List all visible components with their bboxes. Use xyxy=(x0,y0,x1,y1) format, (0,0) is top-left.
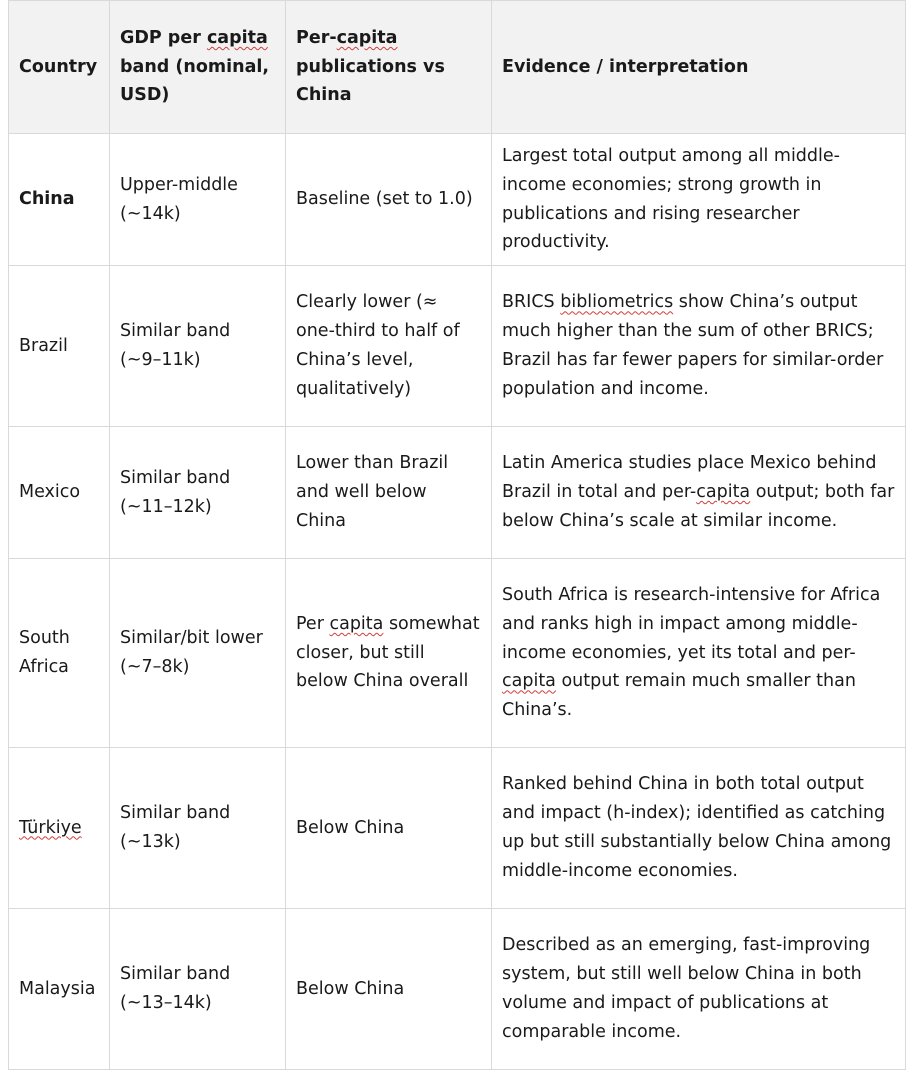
header-evidence: Evidence / interpretation xyxy=(492,1,906,134)
cell-country xyxy=(9,748,110,909)
cell-gdp-band: Similar band (~11–12k) xyxy=(110,427,286,559)
spellcheck-word: capita xyxy=(502,671,556,692)
cell-evidence: BRICS bibliometrics show China’s output much higher than the sum of other BRICS; Brazil has far fewer papers for similar-order population and income. xyxy=(492,266,906,427)
cell-country: Mexico xyxy=(9,427,110,559)
spellcheck-word: bibliometrics xyxy=(560,292,674,313)
comparison-table xyxy=(8,0,906,1070)
cell-gdp-band: Similar band (~13–14k) xyxy=(110,909,286,1070)
cell-per-capita: Below China xyxy=(286,909,492,1070)
cell-country: South Africa xyxy=(9,559,110,748)
table-row-turkiye xyxy=(9,748,906,909)
spellcheck-word: capita xyxy=(336,27,398,48)
spellcheck-word: capita xyxy=(206,27,268,48)
cell-gdp-band: Upper-middle (~14k) xyxy=(110,134,286,266)
table-row-brazil xyxy=(9,266,906,427)
spellcheck-word: capita xyxy=(329,613,384,634)
cell-per-capita: Lower than Brazil and well below China xyxy=(286,427,492,559)
cell-evidence: Latin America studies place Mexico behind Brazil in total and per-capita output; both far below China’s scale at similar income. xyxy=(492,427,906,559)
cell-evidence: Largest total output among all middle-income economies; strong growth in publications and rising researcher productivity. xyxy=(492,134,906,266)
cell-gdp-band: Similar band (~9–11k) xyxy=(110,266,286,427)
header-gdp-band: GDP per capita band (nominal, USD) xyxy=(110,1,286,134)
cell-country: Brazil xyxy=(9,266,110,427)
cell-country: China xyxy=(9,134,110,266)
header-per-capita: Per-capita publications vs China xyxy=(286,1,492,134)
cell-evidence: Described as an emerging, fast-improving system, but still well below China in both volume and impact of publications at comparable income. xyxy=(492,909,906,1070)
cell-per-capita: Baseline (set to 1.0) xyxy=(286,134,492,266)
table-row-south-africa xyxy=(9,559,906,748)
cell-evidence: South Africa is research-intensive for Africa and ranks high in impact among middle-income economies, yet its total and per-capita output remain much smaller than China’s. xyxy=(492,559,906,748)
table-row-malaysia xyxy=(9,909,906,1070)
cell-gdp-band: Similar band (~13k) xyxy=(110,748,286,909)
spellcheck-word: capita xyxy=(696,482,751,503)
cell-per-capita: Below China xyxy=(286,748,492,909)
header-country: Country xyxy=(9,1,110,134)
table-row-mexico xyxy=(9,427,906,559)
cell-country: Malaysia xyxy=(9,909,110,1070)
cell-per-capita: Per capita somewhat closer, but still below China overall xyxy=(286,559,492,748)
cell-gdp-band: Similar/bit lower (~7–8k) xyxy=(110,559,286,748)
cell-per-capita: Clearly lower (≈ one-third to half of China’s level, qualitatively) xyxy=(286,266,492,427)
spellcheck-word: Türkiye xyxy=(19,817,82,838)
table-row-china xyxy=(9,134,906,266)
cell-evidence: Ranked behind China in both total output and impact (h-index); identified as catching up but still substantially below China among middle-income economies. xyxy=(492,748,906,909)
header-row xyxy=(9,1,906,134)
